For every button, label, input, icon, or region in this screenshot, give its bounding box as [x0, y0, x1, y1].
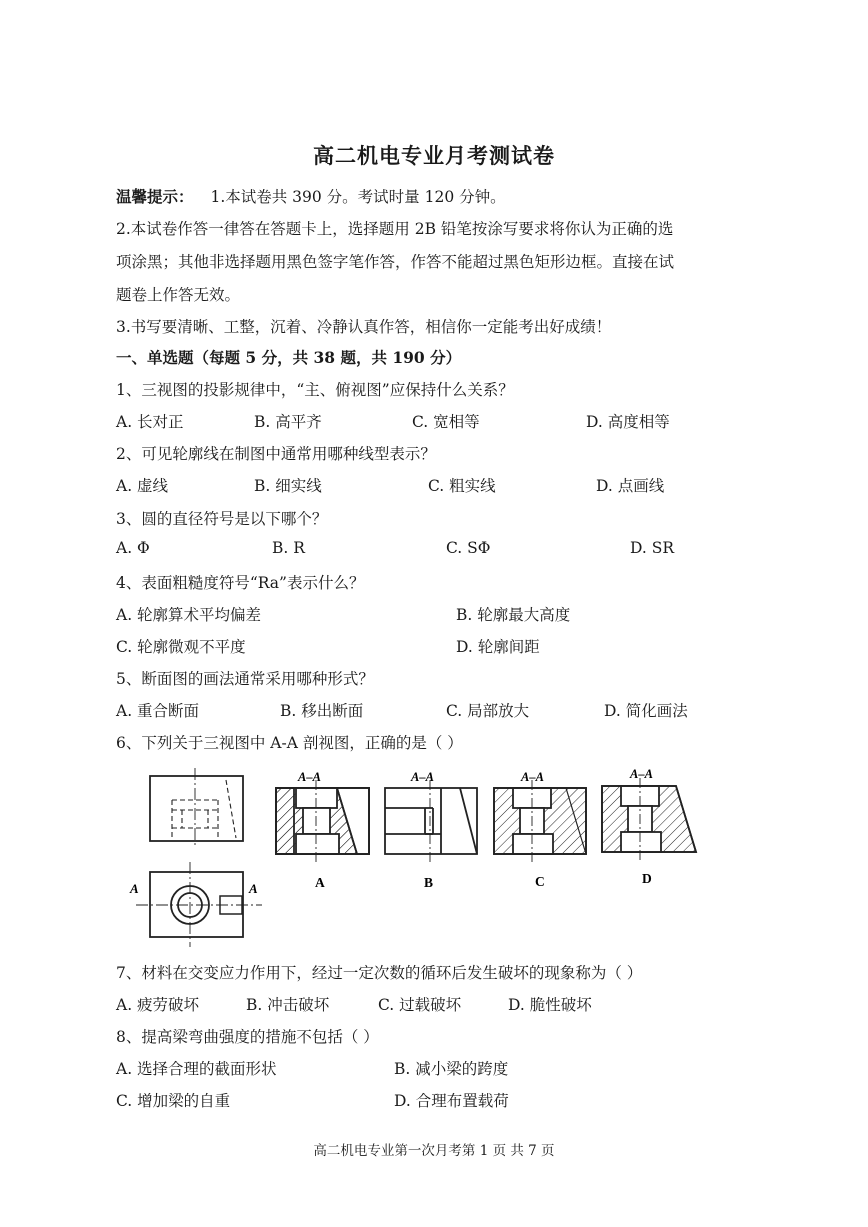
choice-label-d: D [642, 871, 652, 886]
question-stem: 2、可见轮廓线在制图中通常用哪种线型表示？ [116, 445, 436, 463]
question-stem: 3、圆的直径符号是以下哪个？ [116, 510, 328, 528]
choice-d-drawing [602, 778, 696, 860]
option-d: D. 简化画法 [604, 702, 688, 720]
section-label-d: A–A [630, 767, 653, 781]
section-heading: 一、单选题（每题 5 分，共 38 题，共 190 分） [116, 348, 462, 367]
option-b: B. R [272, 539, 305, 557]
question-stem: 6、下列关于三视图中 A-A 剖视图，正确的是（ ） [116, 734, 463, 752]
top-view [136, 862, 262, 947]
page-footer: 高二机电专业第一次月考第 1 页 共 7 页 [313, 1143, 555, 1159]
option-c: C. 宽相等 [412, 413, 480, 431]
option-a: A. 虚线 [116, 477, 169, 495]
choice-label-b: B [424, 875, 434, 890]
cut-mark-right: A [249, 881, 258, 896]
section-label-c: A–A [521, 770, 544, 784]
notice-line-2c: 题卷上作答无效。 [116, 286, 241, 304]
cut-mark-left: A [130, 881, 139, 896]
option-d: D. 高度相等 [586, 413, 670, 431]
option-a: A. 长对正 [116, 413, 184, 431]
option-c: C. 轮廓微观不平度 [116, 638, 246, 656]
page-title: 高二机电专业月考测试卷 [313, 143, 555, 168]
choice-b-drawing [385, 780, 477, 862]
question-stem: 4、表面粗糙度符号“Ra”表示什么？ [116, 574, 365, 592]
option-b: B. 移出断面 [280, 702, 364, 720]
option-b: B. 减小梁的跨度 [394, 1060, 509, 1078]
question-stem: 1、三视图的投影规律中，“主、俯视图”应保持什么关系？ [116, 381, 514, 399]
section-label-a: A–A [298, 770, 321, 784]
notice-line-2a: 2.本试卷作答一律答在答题卡上，选择题用 2B 铅笔按涂写要求将你认为正确的选 [116, 220, 674, 238]
notice-line-2b: 项涂黑；其他非选择题用黑色签字笔作答，作答不能超过黑色矩形边框。直接在试 [116, 253, 675, 271]
choice-c-drawing [494, 780, 586, 862]
option-c: C. 局部放大 [446, 702, 530, 720]
notice-text-1: 1.本试卷共 390 分。考试时量 120 分钟。 [210, 188, 506, 206]
option-a: A. 疲劳破坏 [116, 996, 200, 1014]
option-c: C. 过载破坏 [378, 996, 462, 1014]
choice-label-a: A [315, 875, 325, 890]
option-d: D. 轮廓间距 [456, 638, 540, 656]
front-view [150, 768, 243, 848]
option-d: D. 点画线 [596, 477, 665, 495]
question-stem: 8、提高梁弯曲强度的措施不包括（ ） [116, 1028, 379, 1046]
question-stem: 7、材料在交变应力作用下，经过一定次数的循环后发生破坏的现象称为（ ） [116, 964, 643, 982]
question-stem: 5、断面图的画法通常采用哪种形式？ [116, 670, 374, 688]
choice-a-drawing [276, 780, 369, 862]
option-b: B. 轮廓最大高度 [456, 606, 571, 624]
notice-label: 温馨提示： [116, 187, 194, 206]
option-b: B. 冲击破坏 [246, 996, 330, 1014]
option-c: C. 粗实线 [428, 477, 496, 495]
option-d: D. 合理布置载荷 [394, 1092, 509, 1110]
option-d: D. SR [630, 539, 675, 557]
option-c: C. SΦ [446, 539, 491, 557]
option-a: A. 轮廓算术平均偏差 [116, 606, 262, 624]
option-a: A. 重合断面 [116, 702, 200, 720]
option-a: A. Φ [116, 539, 150, 557]
option-b: B. 高平齐 [254, 413, 322, 431]
option-b: B. 细实线 [254, 477, 322, 495]
option-a: A. 选择合理的截面形状 [116, 1060, 277, 1078]
section-label-b: A–A [411, 770, 434, 784]
option-d: D. 脆性破坏 [508, 996, 592, 1014]
notice-line-3: 3.书写要清晰、工整，沉着、冷静认真作答，相信你一定能考出好成绩！ [116, 318, 612, 336]
choice-label-c: C [535, 874, 545, 889]
option-c: C. 增加梁的自重 [116, 1092, 231, 1110]
